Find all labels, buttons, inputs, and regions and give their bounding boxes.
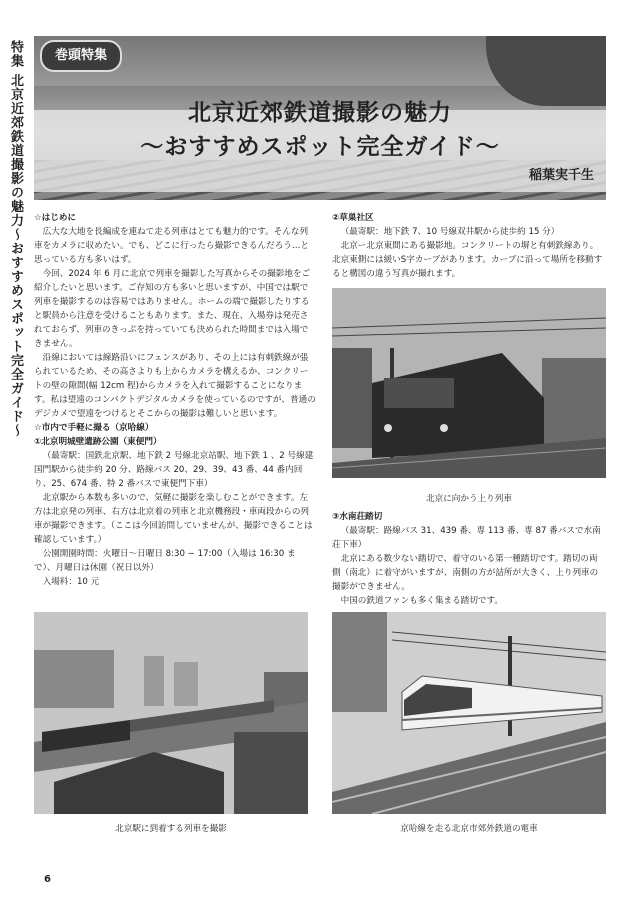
side-label [6,40,25,438]
page-title-line2: 〜おすすめスポット完全ガイド〜 [140,134,500,160]
header-banner [34,36,606,200]
paragraph: 北京駅から本数も多いので、気軽に撮影を楽しむことができます。左方は北京発の列車、右方は北京着の列車と北京機務段・車両段からの列車が撮影できます。（ここは今回訪問していませんが、撮影できることは確認しています。） [34,493,313,545]
paragraph: 中国の鉄道ファンも多く集まる踏切です。 [340,596,504,606]
left-column-text [34,211,316,589]
section-heading: ②草巣社区 [332,213,374,223]
paragraph: （最寄駅：地下鉄 7、10 号線双井駅から徒歩約 15 分） [340,227,560,237]
author-name: 稲葉実千生 [528,168,594,183]
feature-badge: 巻頭特集 [40,40,122,72]
page-number: 6 [44,874,51,885]
paragraph: 広大な大地を長編成を連ねて走る列車はとても魅力的です。そんな列車をカメラに収めたい。でも、どこに行ったら撮影できるんだろう…と思っている方も多いはず。 [34,227,310,265]
side-label-text: 北京近郊鉄道撮影の魅力〜おすすめスポット完全ガイド〜 [8,73,23,438]
section-heading: ☆はじめに [34,213,77,223]
photo-station-scene [34,612,308,814]
photo-emu-caption: 京哈線を走る北京市郊外鉄道の電車 [400,824,538,834]
photo-locomotive-caption: 北京に向かう上り列車 [426,494,512,504]
paragraph: 北京にある数少ない踏切で、着守のいる第一種踏切です。踏切の両側（南北）に着守がいますが、南側の方が詰所が大きく、上り列車の撮影ができません。 [332,554,599,592]
right-column-top-text [332,211,606,281]
paragraph: 北京ー北京東間にある撮影地。コンクリートの塀と有刺鉄線あり。北京東側には緩いS字カーブがあります。カーブに沿って場所を移動すると構図の違う写真が撮れます。 [332,241,603,279]
section-heading: ①北京明城壁遺跡公園（東便門） [34,437,162,447]
right-column-mid-text [332,510,606,608]
paragraph: （最寄駅：路線バス 31、439 番、専 113 番、専 87 番バスで水南荘下車） [332,526,601,550]
paragraph: 今回、2024 年 6 月に北京で列車を撮影した写真からその撮影地をご紹介したいと思います。ご存知の方も多いと思いますが、中国では駅で列車を撮影するのは容易ではありません。ホームの端で撮影したりすると駅員から注意を受けることもあります。また、現在、入場券は発売されておらず、列車のきっぷを持っていても決められた時間までは入場できません。 [34,269,311,349]
page-title-line1: 北京近郊鉄道撮影の魅力 [188,100,452,126]
photo-station-caption: 北京駅に到着する列車を撮影 [115,824,227,834]
side-label-tag: 特集 [8,40,23,68]
photo-emu-train [332,612,606,814]
paragraph: 公園開園時間：火曜日〜日曜日 8:30 − 17:00（入場は 16:30 まで）、月曜日は休園（祝日以外） [34,549,296,573]
paragraph: （最寄駅：国鉄北京駅、地下鉄 2 号線北京站駅、地下鉄 1 、2 号線建国門駅から徒歩約 20 分、路線バス 20、29、39、43 番、44 番内回り、25、674 番、特 2 番バスで東便門下車） [34,451,314,489]
paragraph: 入場料：10 元 [42,577,100,587]
section-heading: ☆市内で手軽に撮る（京哈線） [34,423,154,433]
section-heading: ③水南荘踏切 [332,512,383,522]
photo-locomotive [332,288,606,478]
paragraph: 沿線においては線路沿いにフェンスがあり、その上には有刺鉄線が張られているため、その高さよりも上からカメラを構えるか、コンクリートの壁の隙間(幅 12cm 程)からカメラを入れて撮影することになります。私は望遠のコンパクトデジタルカメラを使っているのですが、普通のデジカメで望遠をつけるとそこからの撮影は難しいと思います。 [34,353,316,419]
